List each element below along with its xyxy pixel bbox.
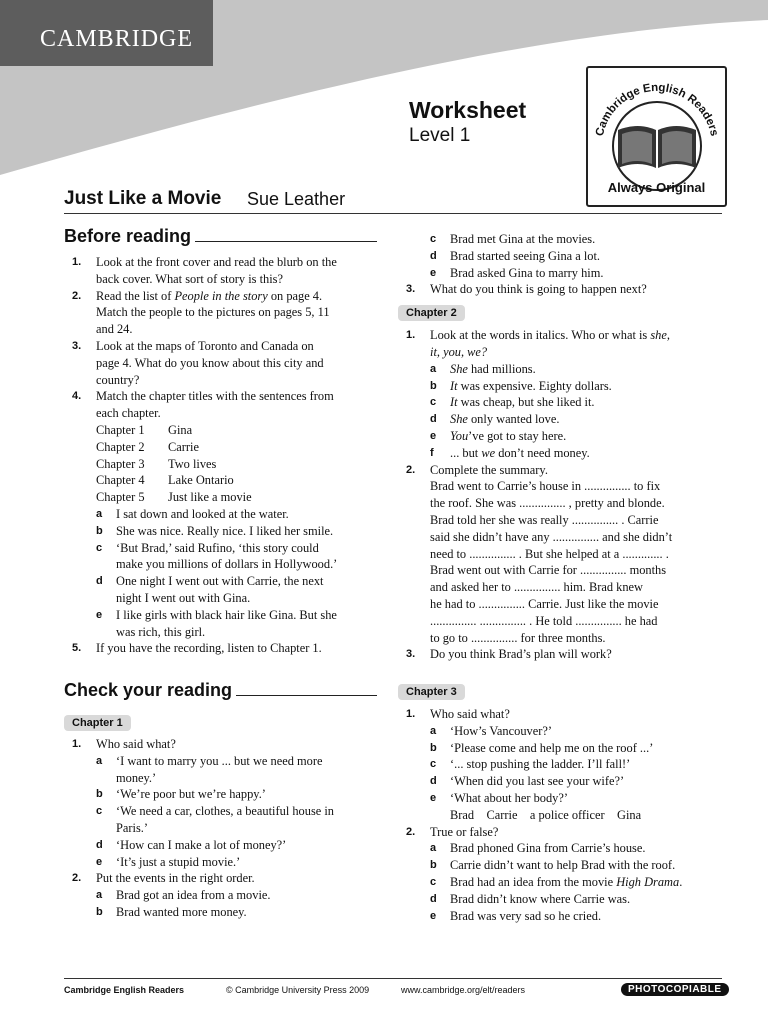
chapter2-tag: Chapter 2: [398, 305, 465, 321]
cambridge-brand: CAMBRIDGE: [40, 26, 194, 52]
sentence-item: d One night I went out with Carrie, the next night I went out with Gina.: [96, 574, 324, 605]
check-reading-heading: Check your reading: [64, 680, 377, 701]
footer-brand: Cambridge English Readers: [64, 985, 185, 995]
right-column: c Brad met Gina at the movies. d Brad started seeing Gina a lot. e Brad asked Gina to marry him. 3. What do you think is going to happen next? Chapter 2 1. Look at the words in italics. Who or what is she, it, you, we? a She had millions. b It was expensive. Eighty dollars. c It was cheap, but she liked it. d She only wanted love. e You’ve got to stay here. f ... but we don’t need money. 2. Complete the summary. Brad went to Carrie’s house in ............... to fix the roof. She was ............... , pretty and blonde. Brad told her she was really ............... . Carrie said she didn’t have any ............... and she didn’t need to ............... . But she helped at a ............. . Brad went out with Carrie for ............... months and asked her to ............... him. Brad knew he had to ............... Carrie. Just like the movie ............... ............... . He told ............... he had to go to ............... for three months. 3. Do you think Brad’s plan will work?: [398, 231, 724, 663]
before-reading-list: [64, 254, 386, 657]
sentence-item: e I like girls with black hair like Gina. But she was rich, this girl.: [96, 607, 337, 639]
footer-copyright: © Cambridge University Press 2009: [226, 985, 370, 995]
logo-ring-text: Cambridge English Readers: [593, 81, 721, 138]
svg-text:Cambridge English Readers: [594, 82, 720, 137]
before-reading-heading: Before reading: [64, 226, 377, 247]
list-item: 5. If you have the recording, listen to Chapter 1.: [72, 641, 322, 656]
title-divider: [64, 213, 722, 214]
chapter-row: Chapter 5 Just like a movie: [96, 490, 252, 505]
summary-text: Brad went to Carrie’s house in ............... to fix the roof. She was ............... , pretty and blonde. Brad told her she was really ............... . Carrie said she didn’t have any ............... and she didn’t need to ............... . But she helped at a ............. . Brad went out with Carrie for ............... months and asked her to ............... him. Brad knew he had to ............... Carrie. Just like the movie ............... ............... . He told ............... he had to go to ............... for three months.: [430, 479, 673, 645]
logo-tagline: Always Original: [607, 180, 706, 195]
sentence-item: a I sat down and looked at the water.: [96, 506, 289, 521]
worksheet-title: Worksheet: [409, 97, 527, 123]
chapter-row: Chapter 2 Carrie: [96, 439, 199, 454]
list-item: 3. Look at the maps of Toronto and Canada on page 4. What do you know about this city and country?: [72, 338, 324, 387]
readers-logo: [586, 66, 727, 207]
chapter3-tag: Chapter 3: [398, 684, 465, 700]
chapter1-section: Chapter 1 1. Who said what? a ‘I want to marry you ... but we need more money.’ b ‘We’re poor but we’re happy.’ c ‘We need a car, clothes, a beautiful house in Paris.’ d ‘How can I make a lot of money?’ e ‘It’s just a stupid movie.’ 2. Put the events in the right order. a Brad got an idea from a movie. b Brad wanted more money.: [64, 714, 386, 921]
photocopiable-badge: PHOTOCOPIABLE: [621, 983, 729, 996]
sentence-item: b She was nice. Really nice. I liked her smile.: [96, 523, 334, 538]
chapter-row: Chapter 1 Gina: [96, 422, 193, 437]
list-item: 2. Read the list of People in the story on page 4. Match the people to the pictures on pages 5, 11 and 24.: [72, 288, 330, 337]
book-author: Sue Leather: [247, 189, 346, 209]
chapter3-section: Chapter 3 1. Who said what? a ‘How’s Vancouver?’ b ‘Please come and help me on the roof ...’ c ‘... stop pushing the ladder. I’ll fall!’ d ‘When did you last see your wife?’ e ‘What about her body?’ Brad Carrie a police officer Gina 2. True or false? a Brad phoned Gina from Carrie’s house. b Carrie didn’t want to help Brad with the roof. c Brad had an idea from the movie High Drama. d Brad didn’t know where Carrie was. e Brad was very sad so he cried.: [398, 683, 724, 924]
worksheet-level: Level 1: [409, 125, 471, 146]
book-title: Just Like a Movie: [64, 188, 222, 209]
chapter-row: Chapter 4 Lake Ontario: [96, 473, 234, 488]
footer-url[interactable]: www.cambridge.org/elt/readers: [401, 985, 526, 995]
list-item: 4. Match the chapter titles with the sentences from each chapter.: [72, 389, 334, 421]
footer-divider: [64, 978, 722, 979]
speaker-names: Brad Carrie a police officer Gina: [450, 807, 642, 822]
chapter1-tag: Chapter 1: [64, 715, 131, 731]
list-item: 1. Look at the front cover and read the blurb on the back cover. What sort of story is this?: [72, 255, 337, 286]
sentence-item: c ‘But Brad,’ said Rufino, ‘this story could make you millions of dollars in Hollywood.’: [96, 540, 338, 572]
chapter-row: Chapter 3 Two lives: [96, 456, 217, 471]
